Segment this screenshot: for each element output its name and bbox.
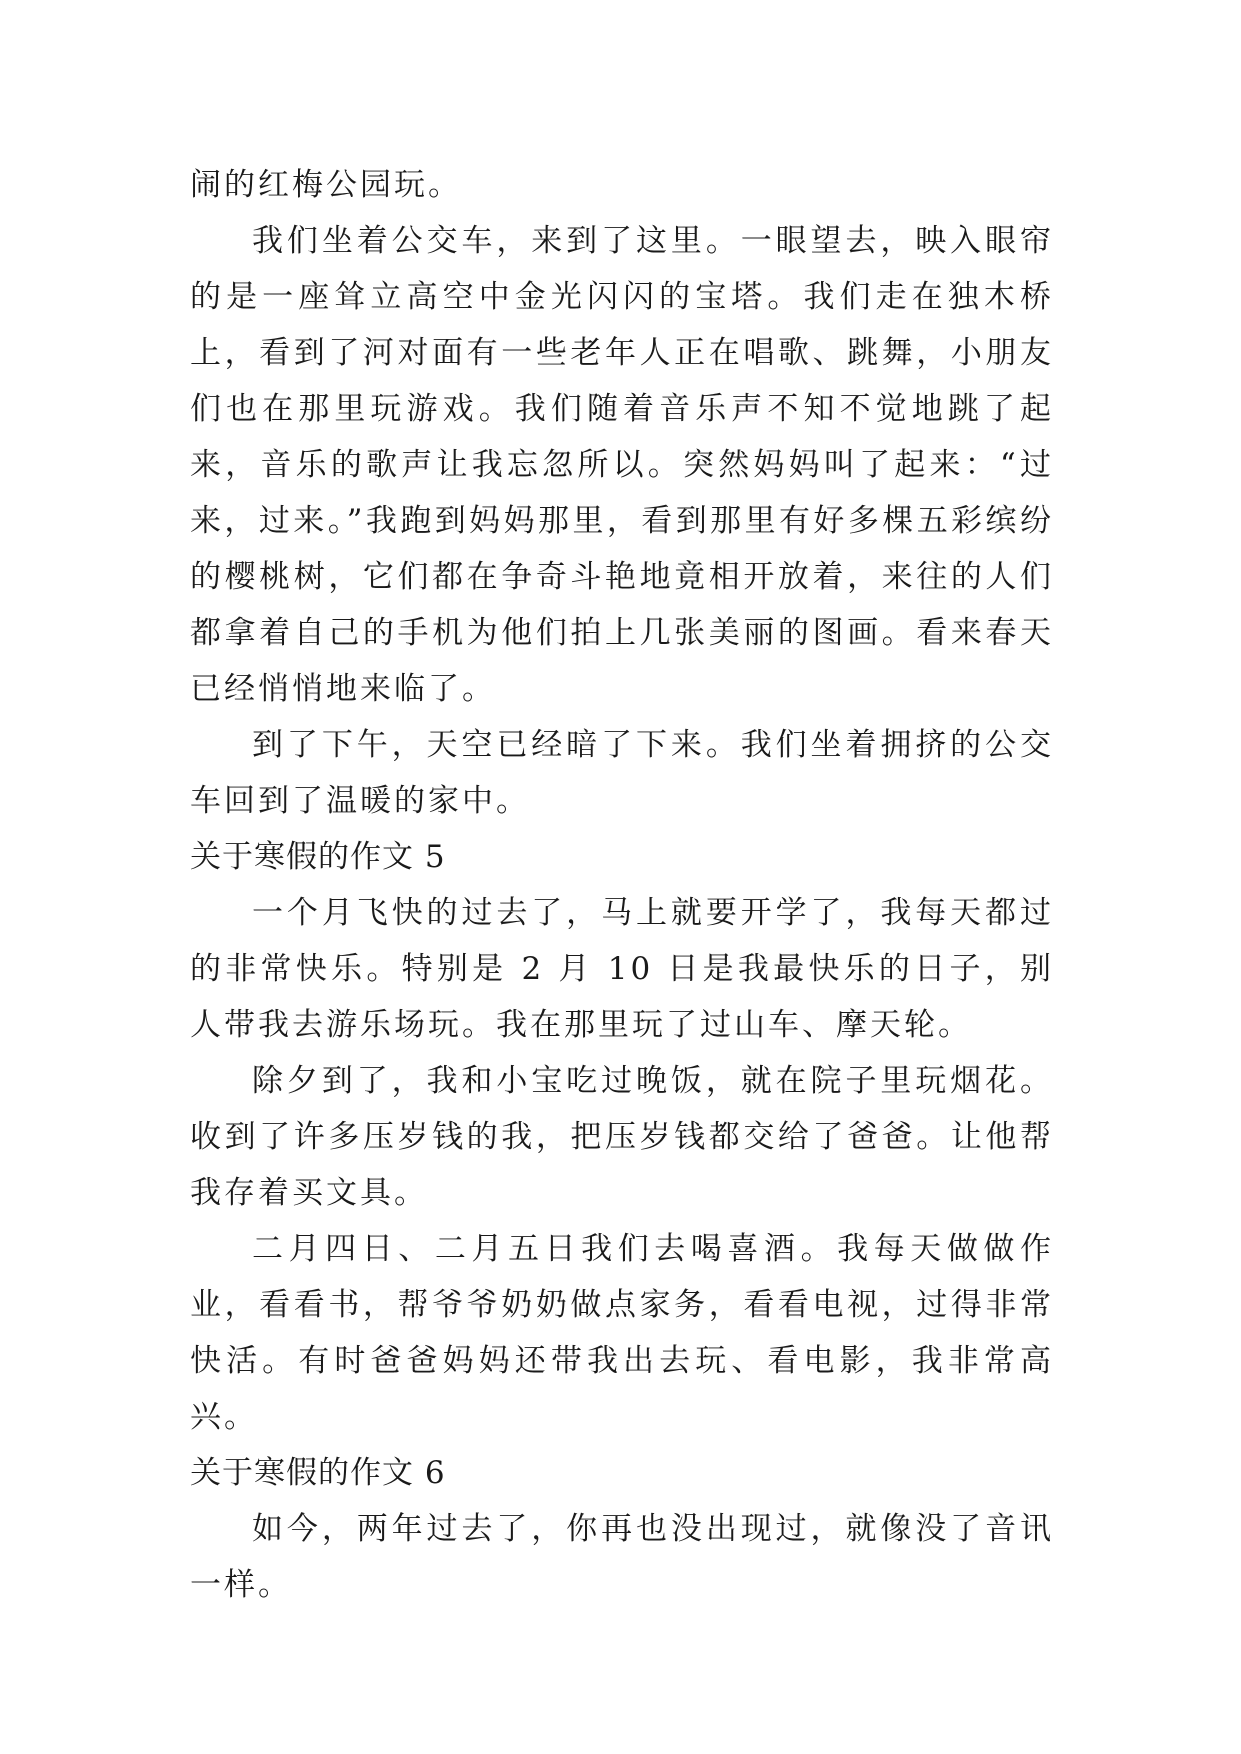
paragraph: 一个月飞快的过去了，马上就要开学了，我每天都过的非常快乐。特别是 2 月 10 日是我最快乐的日子，别人带我去游乐场玩。我在那里玩了过山车、摩天轮。 xyxy=(190,895,1054,1043)
paragraph: 二月四日、二月五日我们去喝喜酒。我每天做做作业，看看书，帮爷爷奶奶做点家务，看看电视，过得非常快活。有时爸爸妈妈还带我出去玩、看电影，我非常高兴。 xyxy=(190,1231,1054,1435)
paragraph-continuation: 闹的红梅公园玩。 xyxy=(190,167,462,203)
paragraph: 到了下午，天空已经暗了下来。我们坐着拥挤的公交车回到了温暖的家中。 xyxy=(190,727,1054,819)
section-heading: 关于寒假的作文 5 xyxy=(190,839,446,875)
paragraph: 如今，两年过去了，你再也没出现过，就像没了音讯一样。 xyxy=(190,1511,1054,1603)
section-heading: 关于寒假的作文 6 xyxy=(190,1455,446,1491)
paragraph: 除夕到了，我和小宝吃过晚饭，就在院子里玩烟花。收到了许多压岁钱的我，把压岁钱都交给了爸爸。让他帮我存着买文具。 xyxy=(190,1063,1054,1211)
document-body xyxy=(190,157,1054,1613)
paragraph: 我们坐着公交车，来到了这里。一眼望去，映入眼帘的是一座耸立高空中金光闪闪的宝塔。我们走在独木桥上，看到了河对面有一些老年人正在唱歌、跳舞，小朋友们也在那里玩游戏。我们随着音乐声不知不觉地跳了起来，音乐的歌声让我忘忽所以。突然妈妈叫了起来：“过来，过来。”我跑到妈妈那里，看到那里有好多棵五彩缤纷的樱桃树，它们都在争奇斗艳地竟相开放着，来往的人们都拿着自己的手机为他们拍上几张美丽的图画。看来春天已经悄悄地来临了。 xyxy=(190,223,1054,707)
